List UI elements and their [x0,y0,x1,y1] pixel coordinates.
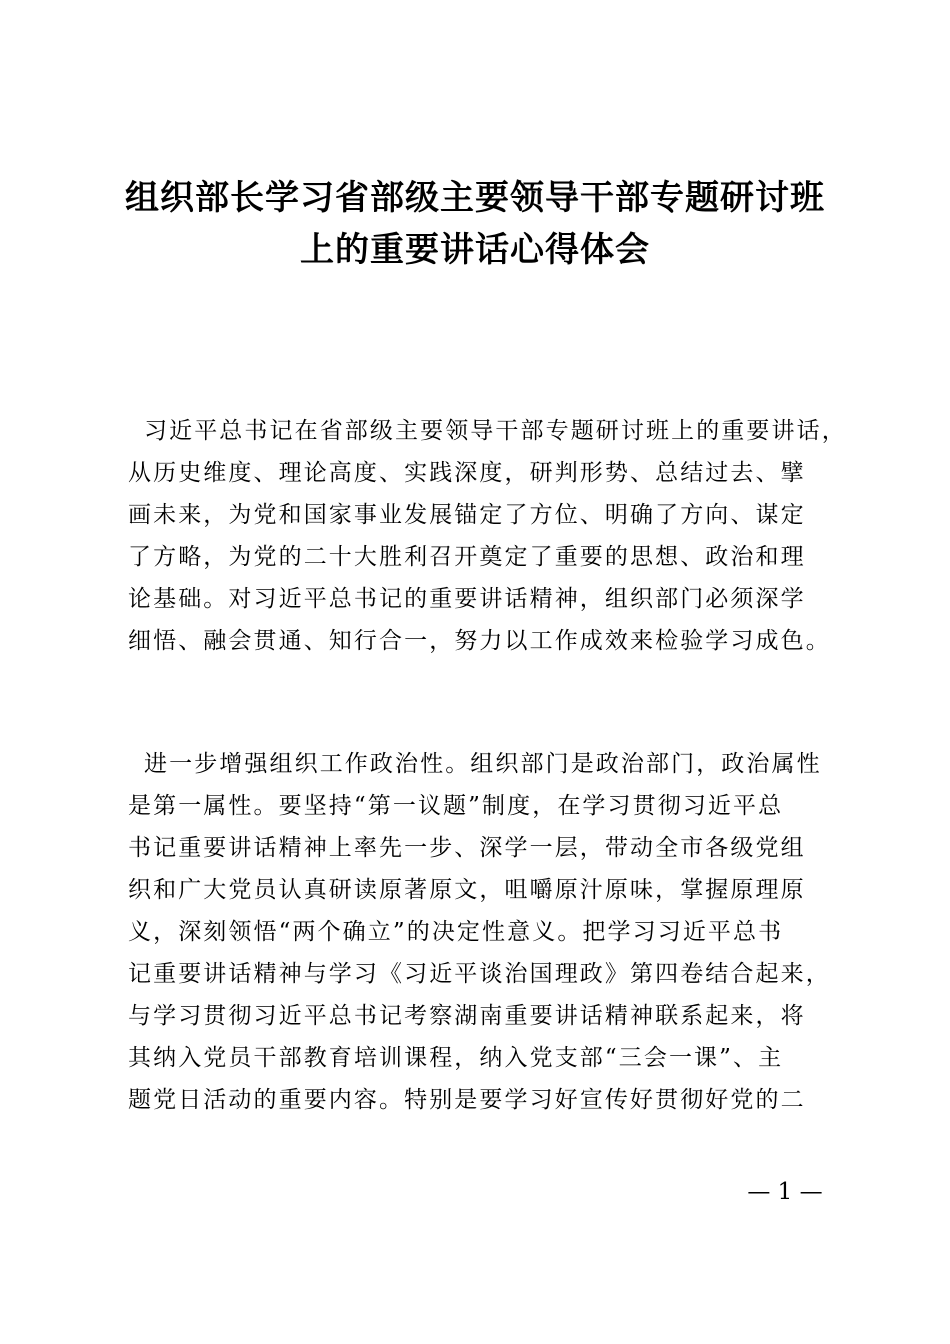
paragraph-line: 其纳入党员干部教育培训课程，纳入党支部“三会一课”、主 [128,1045,784,1071]
page-number: — 1 — [747,1179,823,1205]
paragraph-line: 习近平总书记在省部级主要领导干部专题研讨班上的重要讲话， [144,418,847,444]
document-title [80,172,870,276]
paragraph-line: 义，深刻领悟“两个确立”的决定性意义。把学习习近平总书 [128,919,784,945]
paragraph-line: 画未来，为党和国家事业发展锚定了方位、明确了方向、谋定 [128,502,806,528]
paragraph-political [128,743,848,1121]
paragraph-line: 记重要讲话精神与学习《习近平谈治国理政》第四卷结合起来， [128,961,831,987]
paragraph-intro [128,410,848,662]
paragraph-line: 与学习贯彻习近平总书记考察湖南重要讲话精神联系起来，将 [128,1003,806,1029]
paragraph-line: 了方略，为党的二十大胜利召开奠定了重要的思想、政治和理 [128,544,806,570]
paragraph-line: 书记重要讲话精神上率先一步、深学一层，带动全市各级党组 [128,835,806,861]
title-line: 上的重要讲话心得体会 [300,230,650,270]
paragraph-line: 织和广大党员认真研读原著原文，咀嚼原汁原味，掌握原理原 [128,877,806,903]
paragraph-line: 从历史维度、理论高度、实践深度，研判形势、总结过去、擘 [128,460,806,486]
title-line: 组织部长学习省部级主要领导干部专题研讨班 [125,178,825,218]
paragraph-line: 题党日活动的重要内容。特别是要学习好宣传好贯彻好党的二 [128,1087,806,1113]
paragraph-line: 论基础。对习近平总书记的重要讲话精神，组织部门必须深学 [128,586,806,612]
paragraph-line: 细悟、融会贯通、知行合一，努力以工作成效来检验学习成色。 [128,628,831,654]
paragraph-line: 是第一属性。要坚持“第一议题”制度，在学习贯彻习近平总 [128,793,784,819]
paragraph-line: 进一步增强组织工作政治性。组织部门是政治部门，政治属性 [144,751,822,777]
